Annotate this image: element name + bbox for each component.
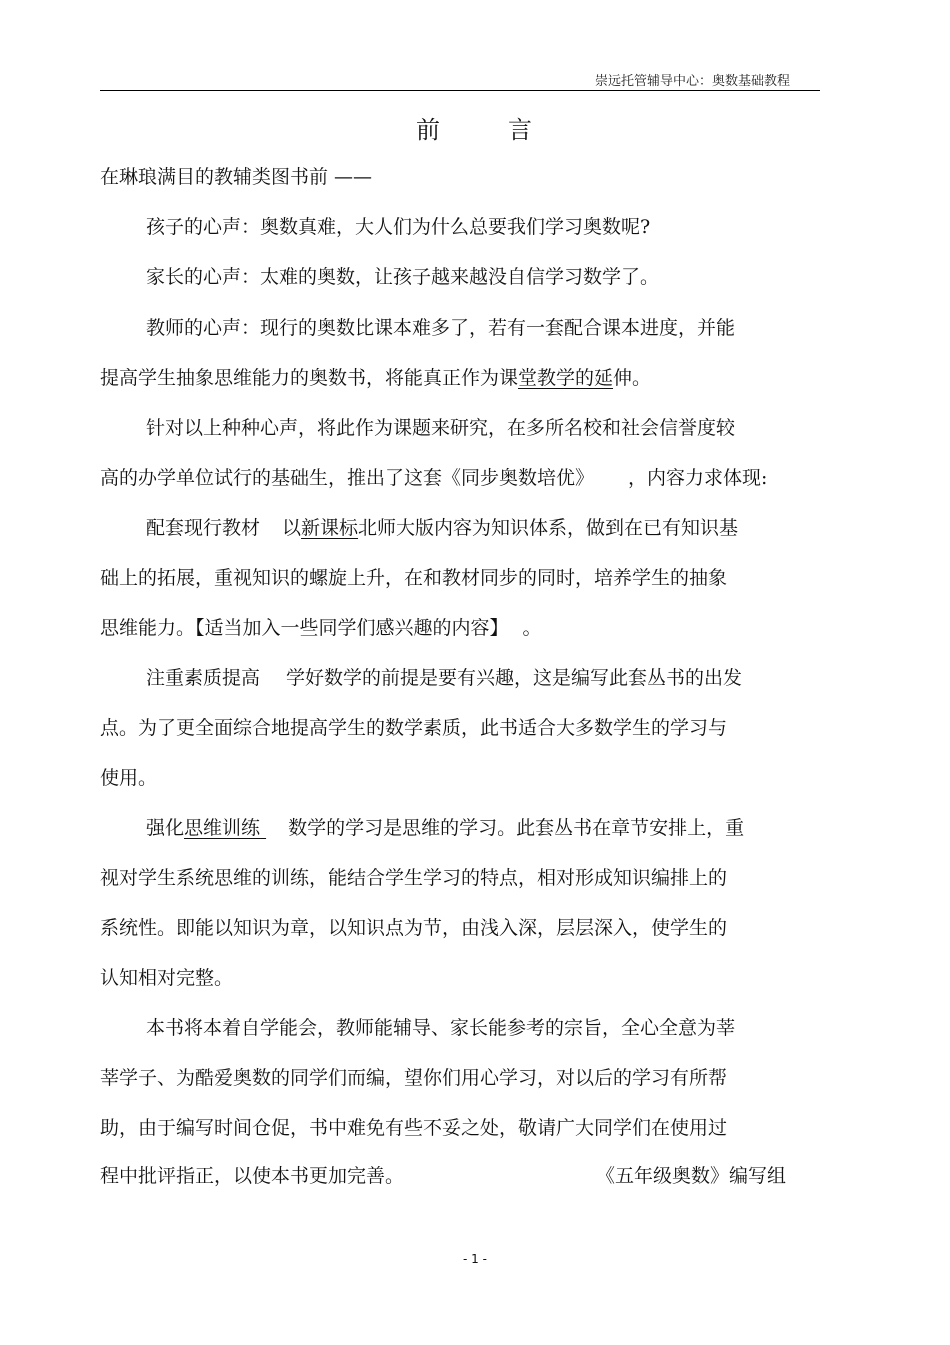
page-title [0, 110, 950, 145]
section-heading: 配套现行教材 [146, 517, 261, 539]
text-span: 。 [522, 617, 542, 639]
page-number: - 1 - [463, 1252, 487, 1266]
title-part-2: 言 [508, 116, 534, 144]
paragraph-line: 础上的拓展，重视知识的螺旋上升，在和教材同步的同时，培养学生的抽象 [100, 567, 728, 589]
text-span: 高的办学单位试行的基础生，推出了这套《同步奥数培优》 [100, 467, 595, 489]
paragraph-line: 针对以上种种心声，将此作为课题来研究，在多所名校和社会信誉度较 [146, 417, 736, 439]
text-span: 以 [282, 517, 302, 539]
paragraph-line: 点。为了更全面综合地提高学生的数学素质，此书适合大多数学生的学习与 [100, 717, 728, 739]
paragraph-line [100, 466, 767, 490]
text-span: 北师大版内容为知识体系，做到在已有知识基 [358, 517, 739, 539]
section-heading: 强化 [146, 817, 185, 839]
paragraph-line: 莘学子、为酷爱奥数的同学们而编，望你们用心学习，对以后的学习有所帮 [100, 1067, 728, 1089]
text-span: 伸。 [613, 367, 652, 389]
text-span: 数学的学习是思维的学习。此套丛书在章节安排上，重 [288, 817, 745, 839]
text-span: 思维能力。【适当加入一些同学们感兴趣的内容】 [100, 617, 509, 639]
underlined-text: 思维训练 [184, 817, 261, 839]
parent-voice: 家长的心声：太难的奥数，让孩子越来越没自信学习数学了。 [146, 266, 660, 288]
paragraph-line: 程中批评指正，以使本书更加完善。 [100, 1165, 405, 1187]
header-rule [100, 90, 820, 91]
section-quality [146, 666, 742, 690]
section-heading: 注重素质提高 [146, 667, 261, 689]
text-span: 学好数学的前提是要有兴趣，这是编写此套丛书的出发 [286, 667, 743, 689]
paragraph-line: 认知相对完整。 [100, 967, 234, 989]
section-thinking [146, 816, 744, 840]
signature: 《五年级奥数》编写组 [596, 1165, 787, 1187]
section-matching-textbook [146, 516, 738, 540]
underlined-text: 新课标 [301, 517, 359, 539]
paragraph-line: 助，由于编写时间仓促，书中难免有些不妥之处，敬请广大同学们在使用过 [100, 1117, 728, 1139]
running-header: 崇远托管辅导中心：奥数基础教程 [594, 74, 790, 89]
paragraph-line: 系统性。即能以知识为章，以知识点为节，由浅入深，层层深入，使学生的 [100, 917, 728, 939]
paragraph-line: 视对学生系统思维的训练，能结合学生学习的特点，相对形成知识编排上的 [100, 867, 728, 889]
child-voice: 孩子的心声：奥数真难，大人们为什么总要我们学习奥数呢? [146, 216, 651, 238]
paragraph-line: 使用。 [100, 767, 158, 789]
paragraph-line: 本书将本着自学能会，教师能辅导、家长能参考的宗旨，全心全意为莘 [146, 1017, 736, 1039]
title-part-1: 前 [416, 116, 442, 144]
text-span: 提高学生抽象思维能力的奥数书，将能真正作为课 [100, 367, 519, 389]
intro-line: 在琳琅满目的教辅类图书前 —— [100, 166, 373, 188]
text-span: ，内容力求体现: [628, 467, 768, 489]
teacher-voice-line-2 [100, 366, 651, 390]
teacher-voice-line-1: 教师的心声：现行的奥数比课本难多了，若有一套配合课本进度，并能 [146, 317, 736, 339]
paragraph-line [100, 616, 542, 640]
underlined-text: 堂教学的延 [518, 367, 614, 389]
